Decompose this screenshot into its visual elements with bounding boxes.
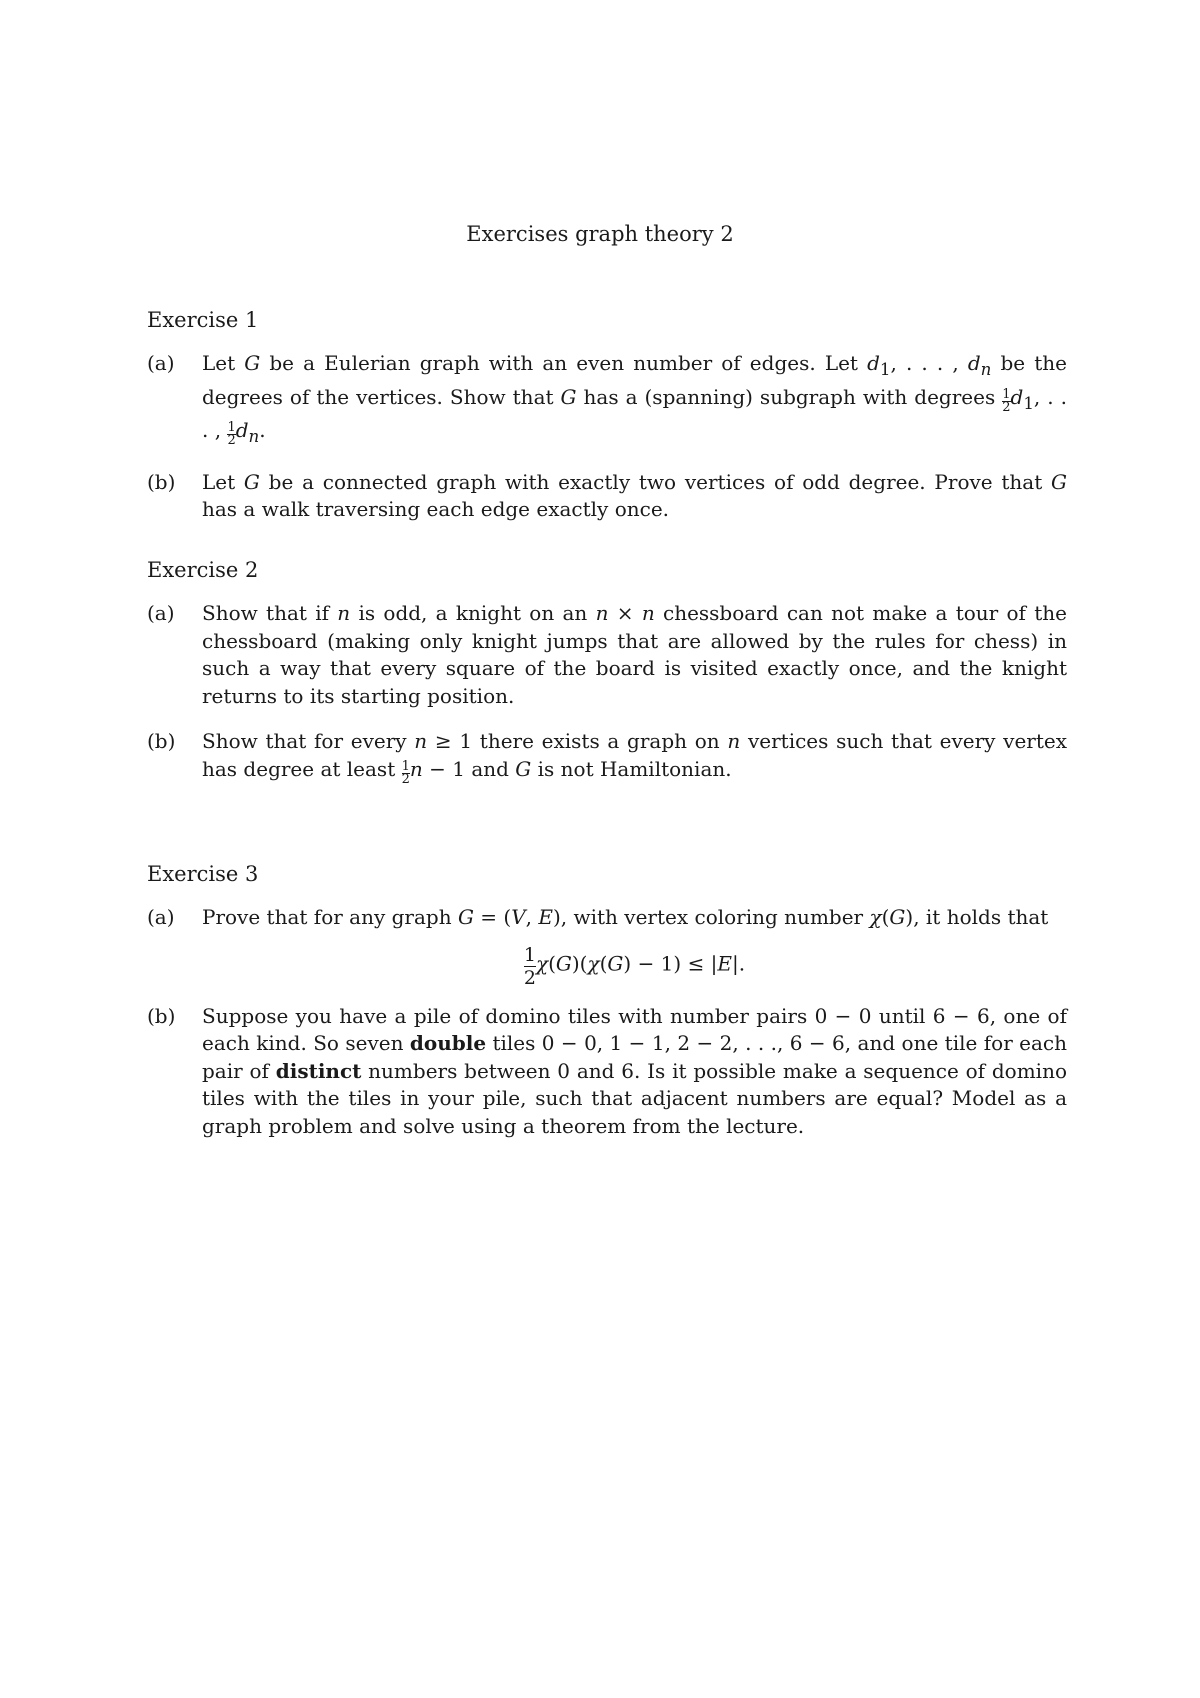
item-text: Let G be a connected graph with exactly two vertices of odd degree. Prove that G has a walk traversing each edge exactly once.	[202, 469, 1068, 521]
item-label: (b)	[147, 1003, 176, 1028]
exercise-heading: Exercise 2	[147, 558, 259, 582]
item-label: (b)	[147, 729, 176, 753]
exercise-3	[147, 862, 1067, 1140]
exercise-2a	[147, 600, 1067, 710]
page-title: Exercises graph theory 2	[466, 222, 734, 246]
exercise-3a	[147, 904, 1067, 989]
exercise-1a	[147, 350, 1067, 451]
item-text: Show that for every n ≥ 1 there exists a graph on n vertices such that every vertex has degree at least $\frac{1}{2}$ n − 1 and G is not Hamiltonian.	[202, 729, 1068, 787]
item-text: Suppose you have a pile of domino tiles with number pairs 0 − 0 until 6 − 6, one of each kind. So seven double tiles 0 − 0, 1 − 1, 2 − 2, . . ., 6 − 6, and one tile for each pair of distinct numbers between 0 and 6. Is it possible make a sequence of domino tiles with the tiles in your pile, such that adjacent numbers are equal? Model as a graph problem and solve using a theorem from the lecture.	[202, 1003, 1068, 1138]
exercise-heading: Exercise 3	[147, 862, 259, 886]
item-text: Show that if n is odd, a knight on an n × n chessboard can not make a tour of the chessboard (making only knight jumps that are allowed by the rules for chess) in such a way that every square of the board is visited exactly once, and the knight returns to its starting position.	[202, 601, 1067, 708]
item-label: (a)	[147, 351, 175, 375]
exercise-heading: Exercise 1	[147, 308, 259, 332]
inequality-display: $\frac{1}{2}$ χ(G)(χ(G) − 1) ≤ |E|.	[523, 943, 746, 989]
item-text: Let G be a Eulerian graph with an even number of edges. Let $d_1$, . . . , $d_n$ be the degrees of the vertices. Show that G has a (spanning) subgraph with degrees $\frac{1}{2}$ $d_1$, . . . , $\frac{1}{2}$ $d_n$.	[202, 351, 1068, 449]
item-text: Prove that for any graph G = (V, E), with vertex coloring number χ(G), it holds that	[202, 905, 1049, 929]
exercise-2	[147, 558, 1067, 786]
item-label: (a)	[147, 601, 175, 625]
exercise-1b	[147, 469, 1067, 524]
exercise-3b	[147, 1003, 1067, 1141]
item-label: (b)	[147, 469, 176, 494]
exercise-1	[147, 308, 1067, 524]
item-label: (a)	[147, 905, 175, 929]
exercise-2b	[147, 728, 1067, 786]
